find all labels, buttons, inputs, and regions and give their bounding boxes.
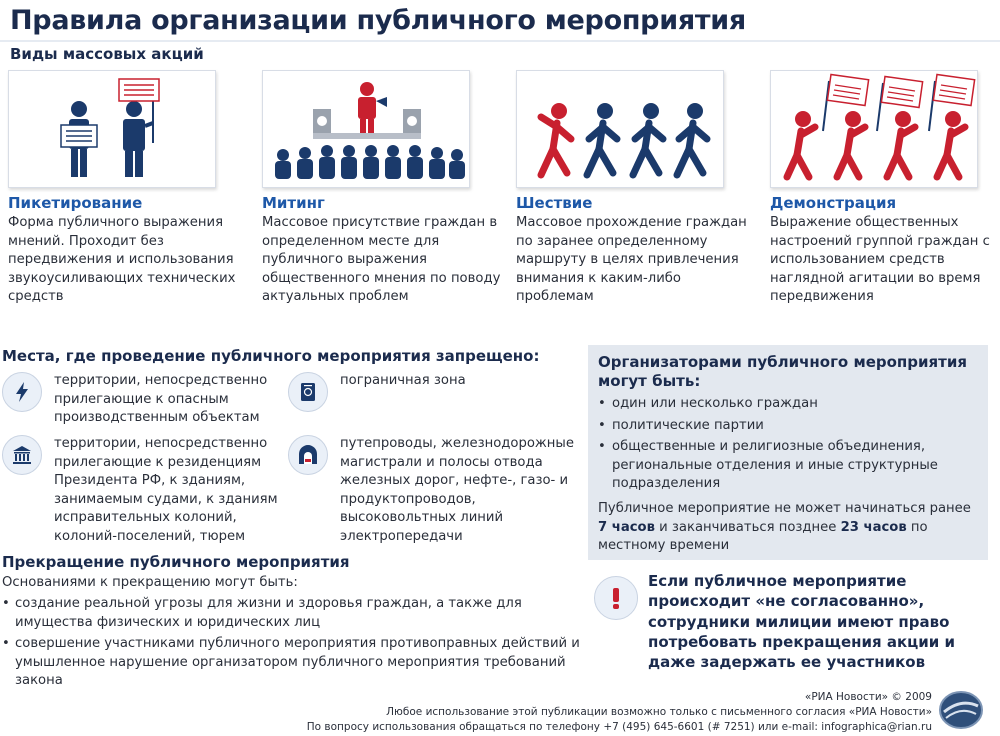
type-name: Шествие [516,194,593,212]
tunnel-icon [288,435,328,475]
rally-illustration [262,70,470,188]
contact-info: По вопросу использования обращаться по телефону +7 (495) 645-6601 (# 7251) или e-mail: infographica@rian.ru [306,721,932,733]
organizers-list [598,395,983,497]
exclamation-icon [594,576,638,620]
procession-illustration [516,70,724,188]
rally-icon [263,71,470,188]
copyright: «РИА Новости» © 2009 [804,691,932,703]
forbidden-place-item [2,435,282,546]
footer [307,690,932,735]
organizers-panel [588,345,988,560]
list-item: • один или несколько граждан [598,395,983,414]
forbidden-places-heading: Места, где проведение публичного мероприятия запрещено: [2,347,540,365]
type-card-rally [262,70,502,307]
forbidden-place-text: территории, непосредственно прилегающие к резиденциям Президента РФ, к зданиям, занимаемым судами, к зданиям исправительных колоний, колоний-поселений, тюрем [54,436,278,544]
forbidden-place-text: путепроводы, железнодорожные магистрали и полосы отвода железных дорог, нефте-, газо- и продуктопроводов, высоковольтных линий электропередачи [340,436,574,544]
forbidden-place-text: пограничная зона [340,373,466,388]
usage-notice: Любое использование этой публикации возможно только с письменного согласия «РИА Новости» [386,706,932,718]
forbidden-place-item [288,372,583,412]
time-restriction-note [598,500,978,556]
picketing-icon [9,71,216,188]
termination-intro: Основаниями к прекращению могут быть: [2,575,298,590]
type-name: Демонстрация [770,194,897,212]
forbidden-place-item [288,435,583,546]
action-types-row [0,70,1000,320]
list-item: • общественные и религиозные объединения, региональные отделения и иные структурные подразделения [598,438,983,494]
type-name: Митинг [262,194,325,212]
type-description: Массовое присутствие граждан в определенном месте для публичного выражения общественного мнения по поводу актуальных проблем [262,215,501,304]
demonstration-illustration [770,70,978,188]
picketing-illustration [8,70,216,188]
note-text: и заканчиваться позднее [654,519,841,535]
type-description: Массовое прохождение граждан по заранее определенному маршруту в целях привлечения внимания к каким-либо проблемам [516,215,747,304]
list-item: • совершение участниками публичного мероприятия противоправных действий и умышленное нарушение организатором публичного мероприятия требований закона [2,635,587,691]
section-title-types: Виды массовых акций [10,45,204,63]
list-item: • создание реальной угрозы для жизни и здоровья граждан, а также для имущества физических и юридических лиц [2,595,587,632]
start-time: 7 часов [598,519,655,535]
type-card-picketing [8,70,248,307]
termination-list [2,595,587,694]
warning-text: Если публичное мероприятие происходит «не согласованно», сотрудники милиции имеют право потребовать прекращения акции и даже задержать ее участников [648,572,956,672]
list-item: • политические партии [598,417,983,436]
ria-logo [938,690,984,730]
end-time: 23 часов [840,519,907,535]
page-title: Правила организации публичного мероприятия [10,5,746,36]
organizers-heading: Организаторами публичного мероприятия могут быть: [598,353,968,390]
note-text: по местному времени [598,519,928,553]
forbidden-place-text: территории, непосредственно прилегающие к опасным производственным объектам [54,373,268,425]
title-divider [0,40,1000,42]
note-text: Публичное мероприятие не может начинаться ранее [598,501,971,516]
type-card-demonstration [770,70,1000,307]
forbidden-place-item [2,372,282,428]
procession-icon [517,71,724,188]
type-card-procession [516,70,756,307]
termination-heading: Прекращение публичного мероприятия [2,553,350,571]
high-voltage-icon [2,372,42,412]
type-description: Выражение общественных настроений группой граждан с использованием средств наглядной агитации во время передвижения [770,215,990,304]
type-description: Форма публичного выражения мнений. Проходит без передвижения и использования звукоусиливающих технических средств [8,215,236,304]
demonstration-icon [771,71,978,188]
passport-icon [288,372,328,412]
type-name: Пикетирование [8,194,143,212]
government-building-icon [2,435,42,475]
